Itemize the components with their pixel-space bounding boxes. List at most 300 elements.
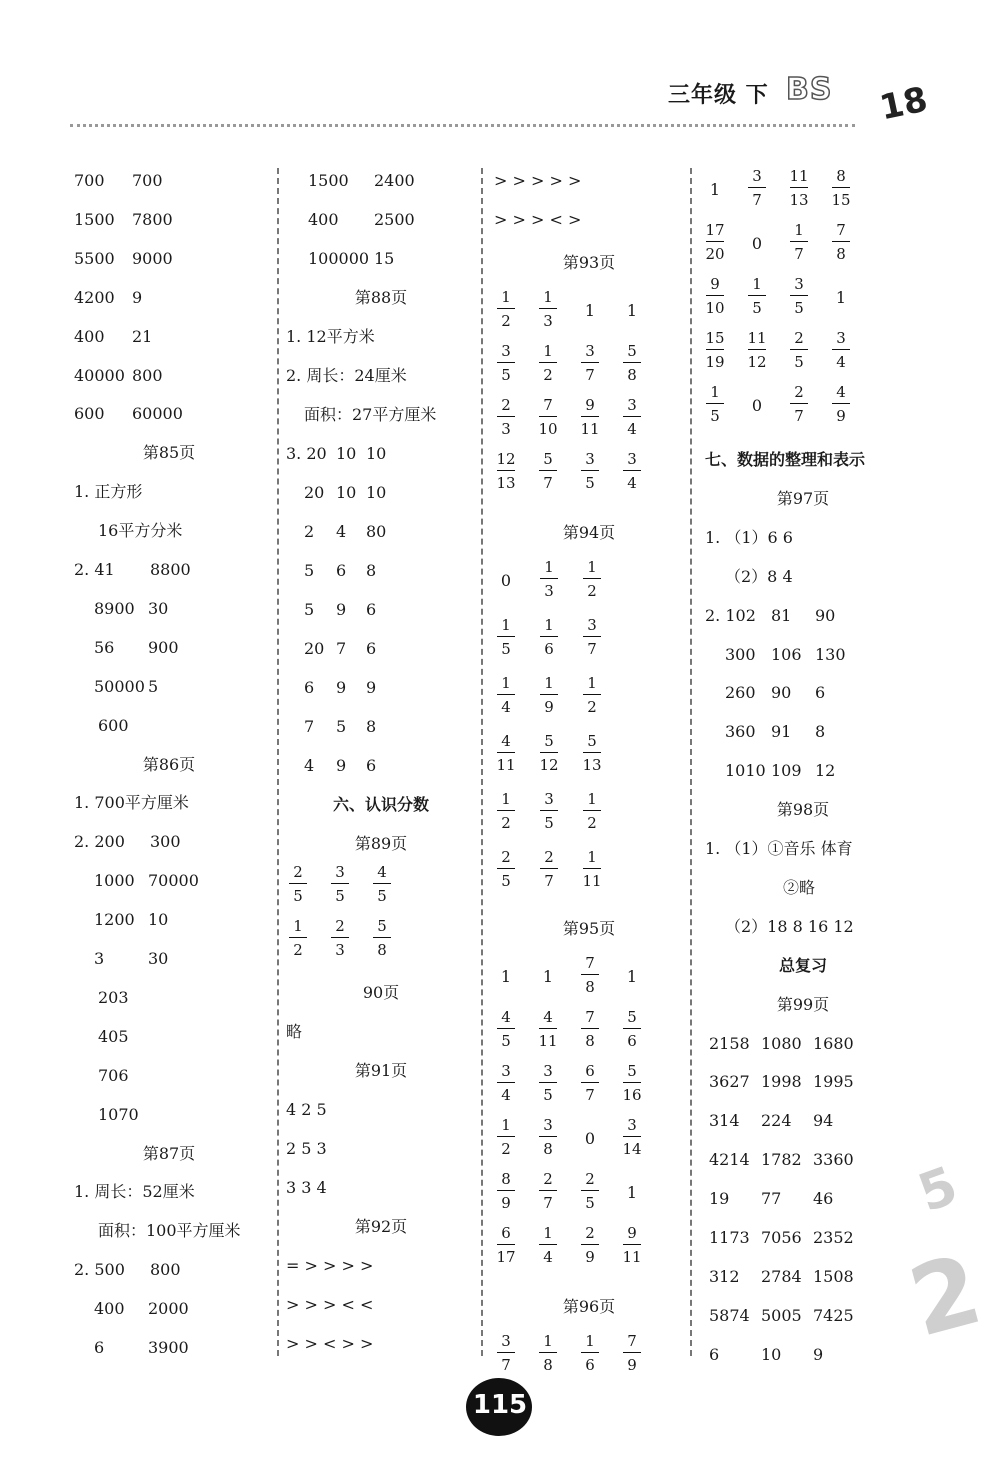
fraction-bar (289, 883, 307, 884)
fraction-bar (581, 1244, 599, 1245)
answer-cell: 10 (366, 444, 387, 463)
denominator: 9 (585, 1248, 595, 1266)
numerator: 3 (543, 1062, 553, 1080)
fraction-bar (583, 636, 601, 637)
header-decoration: 18 (876, 79, 931, 129)
fraction-bar (497, 694, 515, 695)
answer-cell: 4 (336, 522, 347, 541)
denominator: 5 (585, 474, 595, 492)
denominator: 5 (752, 299, 762, 317)
numerator: 1 (544, 674, 554, 692)
answer-cell: > > > < > (494, 210, 582, 229)
fraction (536, 1061, 560, 1105)
denominator: 9 (501, 1194, 511, 1212)
answer-cell: 7056 (761, 1228, 802, 1247)
numerator: 4 (377, 863, 387, 881)
answer-cell: 1080 (761, 1033, 802, 1053)
answer-cell: 1500 (74, 209, 115, 229)
numerator: 8 (836, 167, 846, 185)
fraction (536, 1331, 560, 1375)
denominator: 11 (538, 1032, 558, 1050)
answer-cell: 5874 (709, 1305, 750, 1325)
column-divider (690, 168, 692, 1356)
fraction (578, 1223, 602, 1267)
fraction-bar (539, 362, 557, 363)
denominator: 10 (538, 420, 558, 438)
answer-cell: 8 (815, 722, 826, 742)
fraction (494, 1061, 518, 1105)
answer-cell: 46 (813, 1189, 834, 1209)
denominator: 8 (836, 245, 846, 263)
answer-cell: > > < > > (286, 1334, 374, 1353)
numerator: 5 (377, 917, 387, 935)
numerator: 3 (752, 167, 762, 185)
answer-cell: 4200 (74, 287, 115, 307)
numerator: 5 (543, 450, 553, 468)
fraction (703, 382, 727, 426)
answer-cell: 2 (304, 522, 315, 541)
answer-cell: 130 (815, 644, 846, 664)
denominator: 5 (501, 640, 511, 658)
answer-cell: 60000 (132, 404, 183, 424)
fraction (578, 1061, 602, 1105)
denominator: 4 (627, 420, 637, 438)
fraction-bar (497, 1352, 515, 1353)
denominator: 5 (544, 814, 554, 832)
numerator: 3 (335, 863, 345, 881)
answer-cell: 6 (815, 683, 826, 703)
fraction (620, 1115, 644, 1159)
answer-cell: 100000 (308, 249, 370, 268)
numerator: 4 (501, 1008, 511, 1026)
fraction (370, 916, 394, 960)
fraction (536, 395, 560, 439)
fraction (578, 449, 602, 493)
whole-number: 1 (542, 966, 554, 986)
denominator: 5 (293, 887, 303, 905)
answer-cell: 7 (304, 717, 315, 736)
answer-cell: 1. （1）①音乐 体育 (705, 839, 853, 858)
denominator: 8 (627, 366, 637, 384)
fraction (578, 1169, 602, 1213)
fraction (620, 1061, 644, 1105)
numerator: 7 (585, 954, 595, 972)
denominator: 5 (501, 1032, 511, 1050)
fraction (536, 1223, 560, 1267)
fraction-bar (790, 187, 808, 188)
numerator: 2 (293, 863, 303, 881)
corner-decoration (898, 1140, 1000, 1360)
fraction-bar (497, 362, 515, 363)
whole-number: 0 (751, 395, 763, 415)
answer-cell: 2352 (813, 1228, 854, 1247)
numerator: 4 (543, 1008, 553, 1026)
numerator: 2 (544, 848, 554, 866)
denominator: 2 (501, 312, 511, 330)
fraction (370, 862, 394, 906)
fraction-bar (623, 1352, 641, 1353)
answer-cell: 706 (98, 1065, 129, 1085)
answer-cell: > > > > > (494, 171, 582, 190)
numerator: 7 (836, 221, 846, 239)
denominator: 6 (627, 1032, 637, 1050)
answer-cell: 2158 (709, 1033, 750, 1053)
fraction (494, 615, 518, 659)
answer-cell: 1500 (308, 171, 349, 190)
page-label: 第98页 (776, 800, 830, 820)
fraction-bar (581, 1028, 599, 1029)
fraction-bar (497, 1244, 515, 1245)
denominator: 2 (587, 582, 597, 600)
numerator: 3 (627, 396, 637, 414)
fraction (494, 1223, 518, 1267)
page-label: 第93页 (562, 253, 616, 272)
answer-cell: 3. 20 (286, 444, 327, 463)
denominator: 7 (752, 191, 762, 209)
fraction-bar (289, 937, 307, 938)
fraction (536, 1115, 560, 1159)
fraction (829, 166, 853, 210)
answer-cell: ②略 (783, 877, 816, 897)
numerator: 1 (587, 790, 597, 808)
numerator: 8 (501, 1170, 511, 1188)
fraction-bar (706, 349, 724, 350)
fraction (494, 395, 518, 439)
numerator: 1 (710, 383, 720, 401)
fraction-bar (539, 470, 557, 471)
fraction-bar (539, 416, 557, 417)
numerator: 7 (543, 396, 553, 414)
answer-cell: 2. 周长：24厘米 (286, 366, 407, 385)
answer-cell: 9 (336, 756, 347, 775)
fraction-bar (706, 295, 724, 296)
whole-number: 1 (626, 1182, 638, 1202)
fraction-bar (539, 1244, 557, 1245)
answer-cell: 9 (366, 678, 377, 697)
numerator: 5 (627, 342, 637, 360)
fraction (578, 1007, 602, 1051)
fraction-bar (583, 868, 601, 869)
denominator: 3 (544, 582, 554, 600)
whole-number: 1 (835, 287, 847, 307)
fraction-bar (623, 1082, 641, 1083)
numerator: 3 (627, 450, 637, 468)
fraction-bar (623, 1136, 641, 1137)
whole-number: 0 (584, 1128, 596, 1148)
fraction (578, 395, 602, 439)
answer-cell: 94 (813, 1111, 834, 1131)
answer-cell: 4 (304, 756, 315, 775)
answer-cell: 16平方分米 (98, 521, 183, 541)
fraction-bar (497, 868, 515, 869)
answer-cell: 400 (94, 1299, 125, 1319)
denominator: 11 (496, 756, 516, 774)
numerator: 6 (585, 1062, 595, 1080)
answer-cell: 6 (366, 639, 377, 658)
numerator: 2 (335, 917, 345, 935)
denominator: 7 (544, 872, 554, 890)
answer-cell: 312 (709, 1266, 740, 1286)
denominator: 4 (501, 1086, 511, 1104)
answer-cell: 2. 200 (74, 832, 125, 852)
denominator: 6 (544, 640, 554, 658)
fraction-bar (539, 308, 557, 309)
fraction-bar (581, 470, 599, 471)
fraction (494, 287, 518, 331)
fraction (620, 395, 644, 439)
whole-number: 1 (584, 300, 596, 320)
fraction (536, 287, 560, 331)
denominator: 3 (501, 420, 511, 438)
numerator: 17 (705, 221, 725, 239)
denominator: 5 (585, 1194, 595, 1212)
answer-cell: 1998 (761, 1072, 802, 1092)
answer-cell: 5 (336, 717, 347, 736)
denominator: 8 (585, 1032, 595, 1050)
fraction-bar (539, 1028, 557, 1029)
answer-cell: 5 (304, 600, 315, 619)
fraction-bar (539, 1190, 557, 1191)
answer-cell: 21 (132, 326, 153, 346)
fraction-bar (623, 1244, 641, 1245)
answer-cell: 900 (148, 637, 179, 657)
answer-cell: 314 (709, 1111, 740, 1131)
answer-cell: 1173 (709, 1228, 750, 1247)
fraction-bar (583, 752, 601, 753)
numerator: 1 (587, 558, 597, 576)
answer-cell: 600 (98, 715, 129, 735)
answer-cell: 81 (771, 605, 792, 625)
page-label: 第97页 (776, 488, 830, 508)
numerator: 1 (585, 1332, 595, 1350)
page-label: 总复习 (778, 955, 827, 975)
fraction-bar (748, 295, 766, 296)
fraction-bar (540, 868, 558, 869)
answer-cell: 3900 (148, 1338, 189, 1357)
numerator: 3 (501, 342, 511, 360)
answer-cell: 5 (148, 676, 159, 696)
answer-cell: 50000 (94, 676, 145, 696)
answer-cell: 10 (761, 1344, 782, 1364)
denominator: 5 (501, 366, 511, 384)
answer-cell: 略 (286, 1022, 303, 1041)
answer-cell: 8 (366, 561, 377, 580)
fraction (328, 916, 352, 960)
fraction-bar (497, 810, 515, 811)
fraction-bar (623, 362, 641, 363)
denominator: 5 (543, 1086, 553, 1104)
answer-cell: 203 (98, 987, 129, 1007)
answer-cell: 30 (148, 949, 169, 968)
fraction-bar (540, 578, 558, 579)
denominator: 19 (705, 353, 725, 371)
fraction (286, 862, 310, 906)
fraction (286, 916, 310, 960)
fraction (494, 789, 518, 833)
denominator: 20 (705, 245, 725, 263)
fraction (494, 449, 518, 493)
answer-cell: 2400 (374, 171, 415, 190)
numerator: 2 (585, 1170, 595, 1188)
numerator: 12 (496, 450, 516, 468)
answer-cell: （2）18 8 16 12 (725, 916, 854, 936)
whole-number: 1 (626, 300, 638, 320)
numerator: 3 (501, 1062, 511, 1080)
answer-cell: 12 (815, 761, 836, 781)
fraction-bar (539, 1136, 557, 1137)
fraction-bar (331, 937, 349, 938)
page-label: 第87页 (142, 1143, 196, 1163)
fraction-bar (832, 349, 850, 350)
fraction (494, 1169, 518, 1213)
answer-cell: 80 (366, 522, 387, 541)
answer-cell: 800 (150, 1260, 181, 1280)
fraction (620, 449, 644, 493)
fraction-bar (581, 974, 599, 975)
fraction-bar (497, 1190, 515, 1191)
fraction (537, 731, 561, 775)
fraction (580, 731, 604, 775)
numerator: 6 (501, 1224, 511, 1242)
denominator: 4 (501, 698, 511, 716)
answer-cell: 9 (336, 678, 347, 697)
denominator: 13 (582, 756, 602, 774)
denominator: 7 (794, 245, 804, 263)
numerator: 1 (544, 616, 554, 634)
whole-number: 0 (500, 570, 512, 590)
denominator: 16 (622, 1086, 642, 1104)
numerator: 1 (501, 288, 511, 306)
answer-cell: 360 (725, 722, 756, 742)
answer-cell: 800 (132, 365, 163, 385)
fraction-bar (540, 810, 558, 811)
page-label: 第86页 (142, 754, 196, 774)
fraction (829, 382, 853, 426)
answer-cell: 6 (709, 1344, 720, 1364)
denominator: 15 (831, 191, 851, 209)
denominator: 7 (543, 1194, 553, 1212)
fraction-bar (583, 578, 601, 579)
numerator: 3 (544, 790, 554, 808)
fraction (787, 166, 811, 210)
corner-digit: 5 (910, 1155, 966, 1225)
fraction (703, 328, 727, 372)
numerator: 3 (501, 1332, 511, 1350)
fraction-bar (832, 241, 850, 242)
numerator: 1 (543, 288, 553, 306)
fraction (494, 341, 518, 385)
numerator: 1 (293, 917, 303, 935)
answer-cell: 9 (336, 600, 347, 619)
answer-cell: 10 (336, 483, 357, 502)
answer-cell: 1. 周长：52厘米 (74, 1182, 195, 1202)
fraction (829, 328, 853, 372)
denominator: 9 (544, 698, 554, 716)
fraction (537, 673, 561, 717)
denominator: 2 (501, 1140, 511, 1158)
fraction-bar (497, 308, 515, 309)
numerator: 3 (543, 1116, 553, 1134)
answer-cell: 面积：100平方厘米 (98, 1221, 241, 1241)
answer-cell: 10 (366, 483, 387, 502)
numerator: 2 (501, 848, 511, 866)
fraction (494, 847, 518, 891)
numerator: 4 (501, 732, 511, 750)
answer-cell: 1. 正方形 (74, 482, 143, 502)
numerator: 7 (627, 1332, 637, 1350)
denominator: 5 (710, 407, 720, 425)
answer-cell: 40000 (74, 365, 125, 385)
answer-cell: 10 (148, 910, 169, 930)
denominator: 5 (501, 872, 511, 890)
denominator: 14 (622, 1140, 642, 1158)
fraction-bar (581, 1352, 599, 1353)
fraction (536, 1007, 560, 1051)
numerator: 11 (789, 167, 809, 185)
fraction-bar (581, 1082, 599, 1083)
denominator: 12 (539, 756, 559, 774)
fraction-bar (540, 752, 558, 753)
answer-cell: 1680 (813, 1033, 854, 1053)
denominator: 2 (587, 698, 597, 716)
fraction-bar (581, 416, 599, 417)
fraction-bar (497, 416, 515, 417)
fraction-bar (790, 403, 808, 404)
answer-cell: 4214 (709, 1150, 750, 1170)
answer-cell: 5 (304, 561, 315, 580)
fraction (537, 847, 561, 891)
denominator: 5 (794, 353, 804, 371)
page-label: 第88页 (354, 288, 408, 307)
answer-cell: 3360 (813, 1150, 854, 1170)
answer-cell: 2. 500 (74, 1260, 125, 1280)
fraction (745, 166, 769, 210)
denominator: 8 (377, 941, 387, 959)
answer-cell: 700 (132, 171, 163, 190)
denominator: 2 (293, 941, 303, 959)
answer-cell: （2）8 4 (725, 566, 793, 586)
fraction (745, 274, 769, 318)
numerator: 15 (705, 329, 725, 347)
column-divider (481, 168, 483, 1356)
answer-cell: 5005 (761, 1305, 802, 1325)
corner-digit: 2 (898, 1233, 993, 1359)
fraction (494, 1331, 518, 1375)
denominator: 7 (794, 407, 804, 425)
fraction (787, 220, 811, 264)
answer-cell: 91 (771, 722, 792, 742)
answer-cell: 600 (74, 404, 105, 424)
fraction-bar (497, 636, 515, 637)
numerator: 2 (585, 1224, 595, 1242)
fraction-bar (581, 362, 599, 363)
numerator: 1 (752, 275, 762, 293)
edition-badge: BS (786, 72, 833, 107)
denominator: 17 (496, 1248, 516, 1266)
whole-number: 0 (751, 233, 763, 253)
numerator: 7 (585, 1008, 595, 1026)
answer-cell: 4 2 5 (286, 1100, 327, 1119)
fraction (536, 341, 560, 385)
fraction-bar (539, 1352, 557, 1353)
fraction (580, 615, 604, 659)
page-label: 90页 (362, 983, 400, 1002)
answer-cell: 20 (304, 639, 325, 658)
answer-cell: 7 (336, 639, 347, 658)
fraction (620, 1331, 644, 1375)
fraction-bar (540, 636, 558, 637)
fraction (494, 1007, 518, 1051)
